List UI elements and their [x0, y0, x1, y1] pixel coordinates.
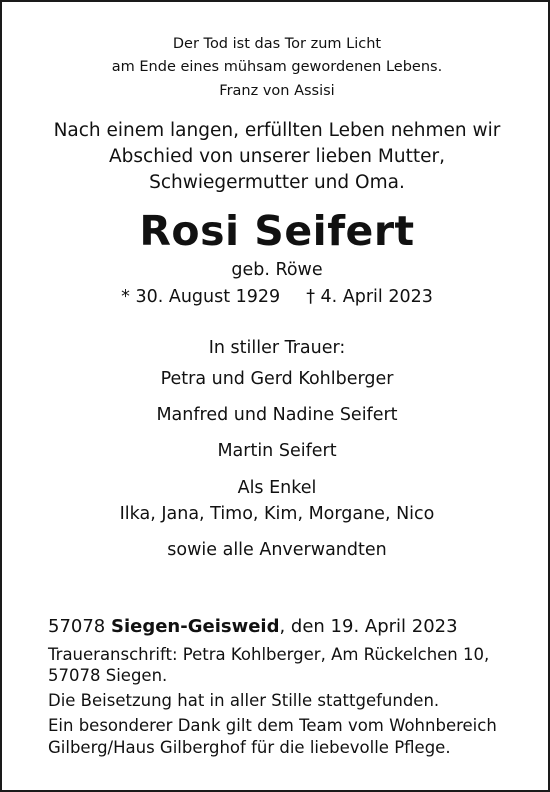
- address-line-2: 57078 Siegen.: [48, 666, 168, 685]
- postcode: 57078: [48, 616, 106, 637]
- intro-line-1: Nach einem langen, erfüllten Leben nehmen wir: [53, 120, 501, 141]
- thanks-line-1: Ein besonderer Dank gilt dem Team vom Wohnbereich: [48, 716, 497, 735]
- date: , den 19. April 2023: [279, 616, 458, 637]
- burial-note: Die Beisetzung hat in aller Stille stattgefunden.: [48, 691, 440, 710]
- life-dates: [2, 287, 550, 307]
- grandchildren-names: Ilka, Jana, Timo, Kim, Morgane, Nico: [119, 504, 435, 524]
- mourners-heading: In stiller Trauer:: [208, 338, 346, 358]
- address-line-1: Traueranschrift: Petra Kohlberger, Am Rückelchen 10,: [48, 645, 490, 664]
- mourner-family-1: Petra und Gerd Kohlberger: [160, 369, 394, 389]
- deceased-name: Rosi Seifert: [139, 207, 415, 255]
- thanks-line-2: Gilberg/Haus Gilberghof für die liebevolle Pflege.: [48, 738, 451, 757]
- quote-author: Franz von Assisi: [219, 83, 335, 99]
- intro-line-3: Schwiegermutter und Oma.: [149, 172, 405, 193]
- maiden-name: geb. Röwe: [231, 260, 323, 280]
- birth-date: * 30. August 1929: [121, 287, 281, 307]
- grandchildren-heading: Als Enkel: [237, 478, 317, 498]
- death-date: † 4. April 2023: [306, 287, 433, 307]
- other-relatives: sowie alle Anverwandten: [167, 540, 387, 560]
- intro-line-2: Abschied von unserer lieben Mutter,: [109, 146, 445, 167]
- mourner-family-2: Manfred und Nadine Seifert: [156, 405, 398, 425]
- mourner-family-3: Martin Seifert: [217, 441, 337, 461]
- quote-line-2: am Ende eines mühsam gewordenen Lebens.: [111, 59, 443, 75]
- quote-line-1: Der Tod ist das Tor zum Licht: [172, 36, 382, 52]
- place-date: [48, 616, 458, 637]
- city: Siegen-Geisweid: [111, 616, 280, 637]
